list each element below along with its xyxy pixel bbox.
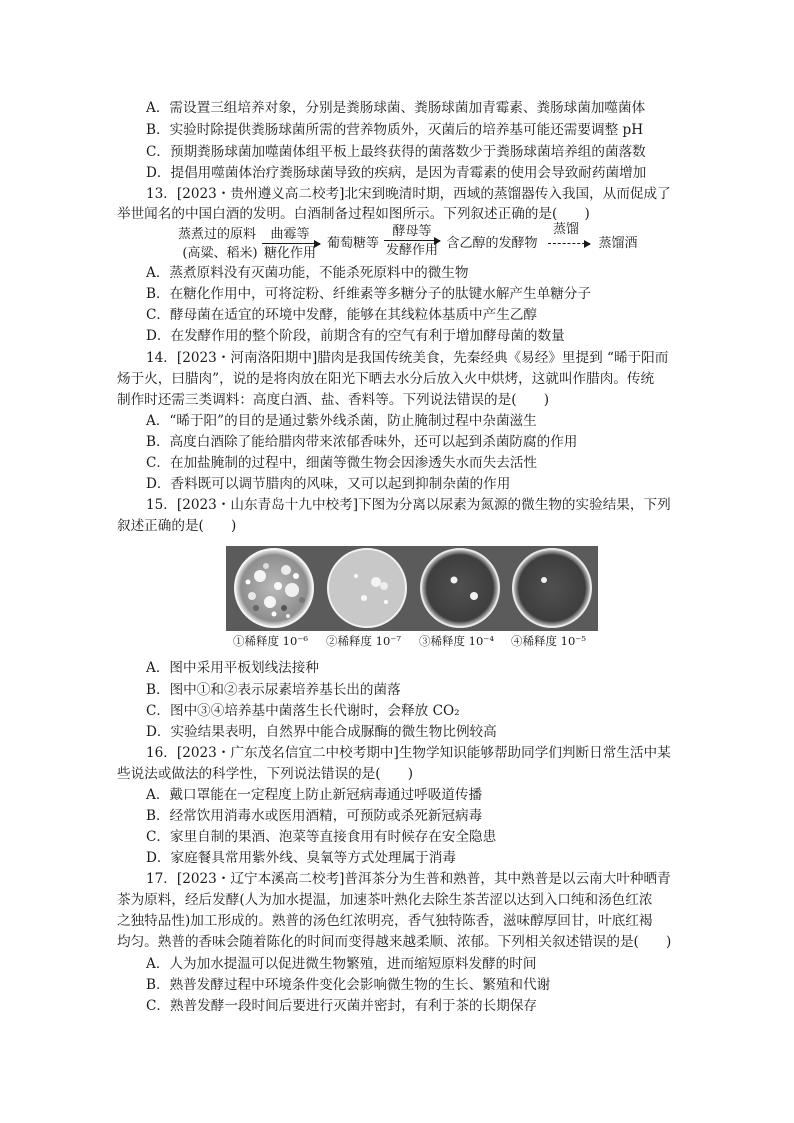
petri-dish-photo [226, 546, 598, 631]
q16-option-b: B．经常饮用消毒水或医用酒精，可预防或杀死新冠病毒 [146, 808, 483, 824]
q16-stem-line1: 16．[2023・广东茂名信宜二中校考期中]生物学知识能够帮助同学们判断日常生活中某 [146, 745, 671, 761]
q14-stem-line1: 14．[2023・河南洛阳期中]腊肉是我国传统美食，先秦经典《易经》里提到 “晞于阳而 [146, 350, 669, 366]
q17-stem-line4: 均匀。熟普的香味会随着陈化的时间而变得越来越柔顺、浓郁。下列相关叙述错误的是( ) [117, 934, 672, 950]
q13-option-c: C．酵母菌在适宜的环境中发酵，能够在其线粒体基质中产生乙醇 [146, 307, 538, 323]
plate-4-dish [513, 549, 591, 627]
q13-option-a: A．蒸煮原料没有灭菌功能，不能杀死原料中的微生物 [146, 265, 469, 281]
q16-option-c: C．家里自制的果酒、泡菜等直接食用有时候存在安全隐患 [146, 829, 497, 845]
q14-option-a: A．“晞于阳”的目的是通过紫外线杀菌，防止腌制过程中杂菌滋生 [146, 413, 537, 429]
q13-option-b: B．在糖化作用中，可将淀粉、纤维素等多糖分子的肽键水解产生单糖分子 [146, 286, 591, 302]
q15-option-b: B．图中①和②表示尿素培养基长出的菌落 [146, 682, 401, 698]
q15-option-a: A．图中采用平板划线法接种 [146, 660, 319, 676]
diagram-step1-agent: 曲霉等 [270, 227, 310, 242]
q17-option-a: A．人为加水提温可以促进微生物繁殖，进而缩短原料发酵的时间 [146, 956, 537, 972]
diagram-step1-process: 糖化作用 [263, 246, 316, 261]
q13-stem-line1: 13．[2023・贵州遵义高二校考]北宋到晚清时期，西域的蒸馏器传入我国，从而促成了 [146, 186, 671, 202]
diagram-step2-process: 发酵作用 [385, 243, 438, 258]
plate-1-dish [235, 549, 313, 627]
diagram-raw-material: 蒸煮过的原料 [177, 227, 256, 242]
q17-stem-line2: 茶为原料，经后发酵(人为加水提温，加速茶叶熟化去除生茶苦涩以达到入口纯和汤色红浓 [117, 892, 653, 908]
plate-4-label: ④稀释度 10⁻⁵ [511, 634, 586, 648]
diagram-arrow-1 [262, 243, 320, 244]
diagram-arrow-2 [384, 240, 440, 241]
diagram-arrow-3 [548, 243, 590, 244]
q13-stem-line2: 举世闻名的中国白酒的发明。白酒制备过程如图所示。下列叙述正确的是( ) [117, 206, 590, 222]
diagram-step3-process: 蒸馏 [552, 222, 579, 237]
q16-option-d: D．家庭餐具常用紫外线、臭氧等方式处理属于消毒 [146, 850, 456, 866]
diagram-product-glucose: 葡萄糖等 [326, 236, 379, 251]
q15-stem-line1: 15．[2023・山东青岛十九中校考]下图为分离以尿素为氮源的微生物的实验结果，下列 [146, 497, 671, 513]
q15-option-c: C．图中③④培养基中菌落生长代谢时，会释放 CO₂ [146, 703, 460, 719]
plate-2-dish [328, 549, 406, 627]
q14-option-c: C．在加盐腌制的过程中，细菌等微生物会因渗透失水而失去活性 [146, 455, 538, 471]
q14-stem-line2: 炀于火，曰腊肉”，说的是将肉放在阳光下晒去水分后放入火中烘烤，这就叫作腊肉。传统 [117, 371, 655, 387]
q14-option-d: D．香料既可以调节腊肉的风味，又可以起到抑制杂菌的作用 [146, 476, 511, 492]
q16-option-a: A．戴口罩能在一定程度上防止新冠病毒通过呼吸道传播 [146, 787, 483, 803]
q17-option-c: C．熟普发酵一段时间后要进行灭菌并密封，有利于茶的长期保存 [146, 998, 538, 1014]
q17-stem-line3: 之独特品性)加工形成的。熟普的汤色红浓明亮，香气独特陈香，滋味醇厚回甘，叶底红褐 [117, 913, 653, 929]
q15-option-d: D．实验结果表明，自然界中能合成脲酶的微生物比例较高 [146, 724, 497, 740]
petri-dish-image [226, 546, 598, 631]
diagram-product-ferment: 含乙醇的发酵物 [446, 236, 538, 251]
plate-3-dish [421, 549, 499, 627]
q12-option-d: D．提倡用噬菌体治疗粪肠球菌导致的疾病，是因为青霉素的使用会导致耐药菌增加 [146, 165, 647, 181]
q12-option-a: A．需设置三组培养对象，分别是粪肠球菌、粪肠球菌加青霉素、粪肠球菌加噬菌体 [146, 100, 646, 116]
q13-option-d: D．在发酵作用的整个阶段，前期含有的空气有利于增加酵母菌的数量 [146, 328, 565, 344]
diagram-product-liquor: 蒸馏酒 [598, 236, 638, 251]
q14-option-b: B．高度白酒除了能给腊肉带来浓郁香味外，还可以起到杀菌防腐的作用 [146, 434, 578, 450]
plate-2-label: ②稀释度 10⁻⁷ [326, 634, 401, 648]
diagram-raw-material-note: (高粱、稻米) [182, 246, 258, 261]
q12-option-c: C．预期粪肠球菌加噬菌体组平板上最终获得的菌落数少于粪肠球菌培养组的菌落数 [146, 144, 646, 160]
plate-3-label: ③稀释度 10⁻⁴ [419, 634, 494, 648]
q17-option-b: B．熟普发酵过程中环境条件变化会影响微生物的生长、繁殖和代谢 [146, 977, 551, 993]
q17-stem-line1: 17．[2023・辽宁本溪高二校考]普洱茶分为生普和熟普，其中熟普是以云南大叶种晒青 [146, 871, 671, 887]
q15-stem-line2: 叙述正确的是( ) [117, 518, 237, 534]
plate-1-label: ①稀释度 10⁻⁶ [233, 634, 308, 648]
q14-stem-line3: 制作时还需三类调料：高度白酒、盐、香料等。下列说法错误的是( ) [117, 392, 550, 408]
q12-option-b: B．实验时除提供粪肠球菌所需的营养物质外，灭菌后的培养基可能还需要调整 pH [146, 122, 644, 138]
diagram-step2-agent: 酵母等 [392, 224, 432, 239]
q16-stem-line2: 些说法或做法的科学性，下列说法错误的是( ) [117, 766, 414, 782]
